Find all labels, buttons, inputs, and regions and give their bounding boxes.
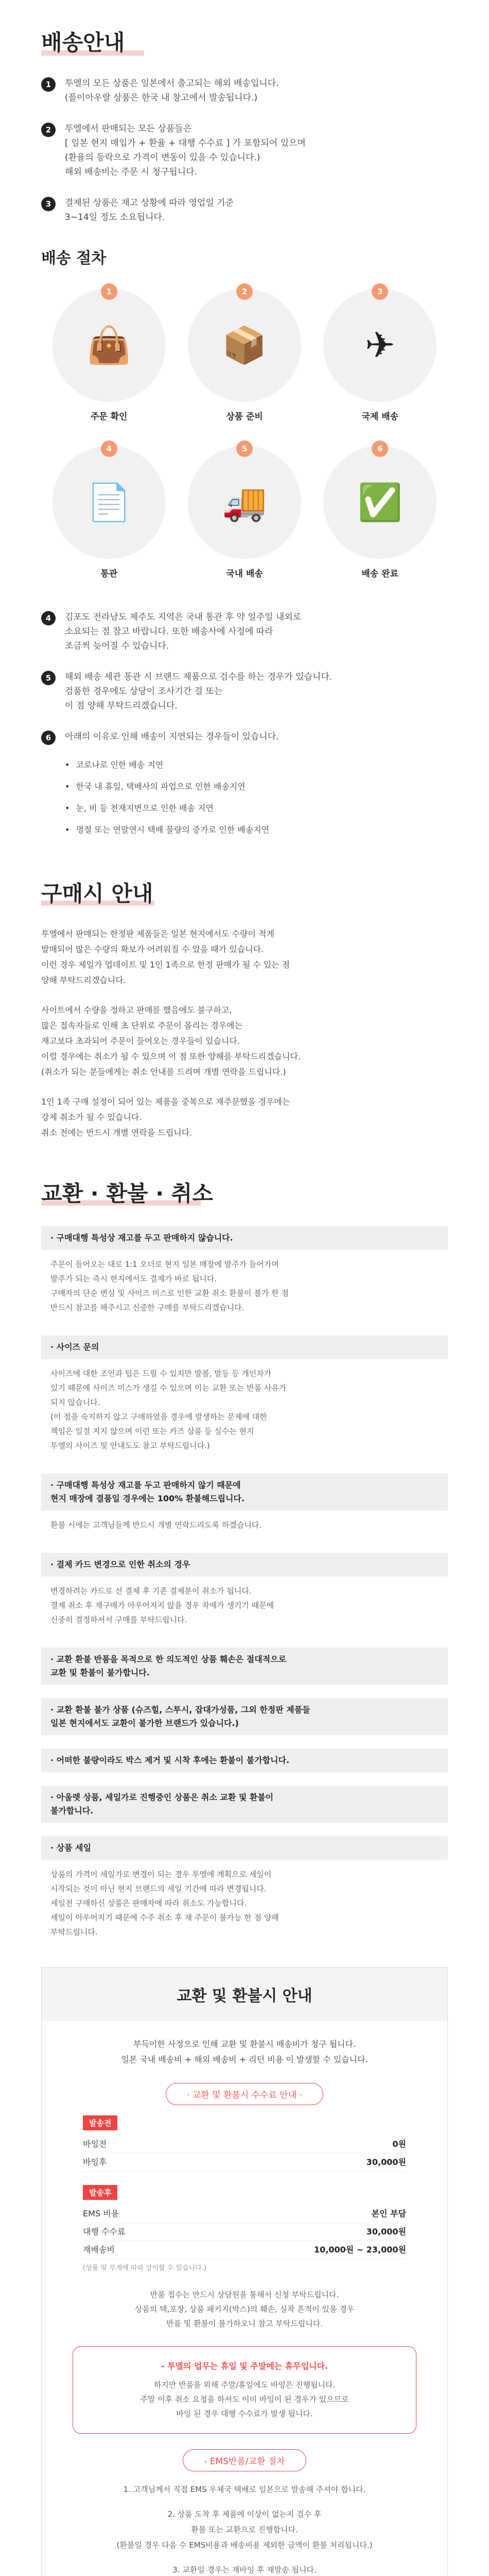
fee-row bbox=[83, 2241, 406, 2259]
delay-reasons bbox=[65, 754, 448, 841]
notice-head-line: · 사이즈 문의 bbox=[50, 1342, 99, 1352]
notice-head-line: · 구매대행 특성상 재고를 두고 판매하지 않기 때문에 bbox=[50, 1480, 241, 1490]
step-number: 2 bbox=[236, 283, 253, 300]
numbered-item bbox=[41, 670, 448, 713]
para-line: 1인 1족 구매 설정이 되어 있는 제품을 중복으로 재주문했을 경우에는 bbox=[41, 1097, 290, 1107]
shipping-title: 배송안내 bbox=[41, 30, 125, 55]
fee-block bbox=[83, 2115, 406, 2172]
step-number: 4 bbox=[101, 440, 117, 457]
exchange-notices bbox=[41, 1226, 448, 1946]
item-line: (환율의 등락으로 가격이 변동이 있을 수 있습니다.) bbox=[65, 152, 260, 163]
notice-line: 환불 시에는 고객님들께 반드시 개별 연락드리도록 하겠습니다. bbox=[50, 1520, 262, 1530]
item-text bbox=[65, 670, 332, 713]
item-line: 해외 배송비는 주문 시 청구됩니다. bbox=[65, 167, 197, 177]
notice-head bbox=[41, 1335, 448, 1359]
fee-note: (상품 및 무게에 따라 상이할 수 있습니다.) bbox=[83, 2264, 206, 2272]
bullet-item: • 눈, 비 등 천재지변으로 인한 배송 지연 bbox=[65, 798, 448, 819]
item-line: 김포도 전라남도 제주도 지역은 국내 통관 후 약 일주일 내외로 bbox=[65, 612, 302, 622]
ems-step bbox=[73, 2562, 416, 2576]
step-circle bbox=[53, 289, 166, 402]
notice-line: 세일이 아우어지기 때문에 수주 취소 후 재 주문이 불가능 한 점 양해 bbox=[50, 1913, 279, 1922]
card-title: 교환 및 환불시 안내 bbox=[42, 1968, 447, 2021]
bag-icon: 👜 bbox=[86, 324, 132, 366]
holiday-warning bbox=[73, 2346, 416, 2434]
notice-head bbox=[41, 1749, 448, 1772]
number-badge: 1 bbox=[41, 77, 56, 92]
para-line: 사이트에서 수량을 정하고 판매를 했음에도 불구하고, bbox=[41, 1005, 232, 1015]
notice-head-line: · 상품 세일 bbox=[50, 1843, 92, 1853]
notice-head bbox=[41, 1473, 448, 1511]
refund-card bbox=[41, 1967, 448, 2576]
notice-head-line: 일본 현지에서도 교환이 불가한 브랜드가 있습니다.) bbox=[50, 1718, 239, 1728]
document-icon: 📄 bbox=[86, 481, 132, 523]
number-badge: 5 bbox=[41, 671, 56, 685]
shipping-list bbox=[41, 76, 448, 225]
fee-value: 30,000원 bbox=[366, 2157, 406, 2167]
notice-item bbox=[41, 1226, 448, 1322]
fee-value: 0원 bbox=[392, 2139, 406, 2149]
notice-line: 부탁드립니다. bbox=[50, 1927, 98, 1937]
notice-head-line: · 교환 환불 불가 상품 (슈즈힐, 스투시, 잡대가성품, 그외 한정판 제품들 bbox=[50, 1705, 310, 1715]
notice-line: 결제 취소 후 재구매가 아우어지지 않을 경우 착예가 생기기 때문에 bbox=[50, 1601, 274, 1610]
item-line: 조금씩 늦어질 수 있습니다. bbox=[65, 641, 169, 651]
step-label: 상품 준비 bbox=[226, 412, 263, 422]
notice-line: 사이즈에 대한 조언과 팁은 드릴 수 있지만 발볼, 발등 등 개인차가 bbox=[50, 1369, 272, 1378]
number-badge: 4 bbox=[41, 611, 56, 625]
purchase-title: 구매시 안내 bbox=[41, 881, 153, 906]
fee-tag: 발송전 bbox=[83, 2115, 117, 2130]
fee-block bbox=[83, 2185, 406, 2272]
ems-line: (환불일 경우 다음 수 EMS비용과 배송비용 제외한 금액이 환불 처리됩니다.) bbox=[116, 2540, 373, 2550]
ems-line: 환불 또는 교환으로 진행합니다. bbox=[191, 2525, 298, 2534]
notice-head bbox=[41, 1226, 448, 1250]
warn-line: 바잉 된 경우 대행 수수료가 발생 됩니다. bbox=[176, 2409, 313, 2418]
fee-label: 바잉전 bbox=[83, 2139, 107, 2149]
numbered-item bbox=[41, 730, 448, 745]
shipping-list-2 bbox=[41, 610, 448, 745]
item-line: 3~14일 정도 소요됩니다. bbox=[65, 212, 165, 223]
step-label: 주문 확인 bbox=[90, 412, 128, 422]
warning-body bbox=[85, 2378, 404, 2421]
para-line: 이럴 경우에는 취소가 될 수 있으며 이 점 또한 양해를 부탁드리겠습니다. bbox=[41, 1052, 301, 1061]
notice-item bbox=[41, 1648, 448, 1685]
fee-label: 바잉후 bbox=[83, 2157, 107, 2167]
exchange-title: 교환 · 환불 · 취소 bbox=[41, 1181, 213, 1206]
fee-value: 30,000원 bbox=[366, 2227, 406, 2236]
para-line: 많은 접속자들로 인해 초 단위로 주문이 몰리는 경우에는 bbox=[41, 1021, 243, 1030]
notice-item bbox=[41, 1698, 448, 1735]
check-box-icon: ✅ bbox=[357, 481, 403, 523]
notice-line: 신중히 결정하셔서 구매를 부탁드립니다. bbox=[50, 1615, 187, 1624]
step-circle bbox=[53, 446, 166, 559]
para-line: 취소 전에는 반드시 개별 연락을 드립니다. bbox=[41, 1128, 193, 1138]
ems-line: 3. 교환일 경우는 재바잉 후 재발송 됩니다. bbox=[172, 2565, 317, 2574]
item-text bbox=[65, 610, 301, 653]
fee-row bbox=[83, 2223, 406, 2241]
notice-head-line: 교환 및 환불이 불가합니다. bbox=[50, 1668, 150, 1677]
fee-label: 대행 수수료 bbox=[83, 2227, 126, 2236]
notice-line: 시작되는 것이 아닌 현지 브랜드의 세일 기간에 따라 변경됩니다. bbox=[50, 1884, 267, 1893]
note-line: 상품의 택,포장, 상품 패키지(박스)의 훼손, 실착 흔적이 있을 경우 bbox=[134, 2304, 355, 2314]
notice-head bbox=[41, 1648, 448, 1685]
box-icon: 📦 bbox=[222, 324, 267, 366]
notice-line: 반드시 참고를 해주시고 신중한 구매를 부탁드리겠습니다. bbox=[50, 1303, 244, 1312]
notice-head-line: · 결제 카드 변경으로 인한 취소의 경우 bbox=[50, 1560, 190, 1569]
notice-head-line: · 구매대행 특성상 재고를 두고 판매하지 않습니다. bbox=[50, 1233, 233, 1243]
truck-icon: 🚚 bbox=[222, 481, 267, 523]
fee-value: 본인 부담 bbox=[371, 2209, 406, 2218]
step-label: 국내 배송 bbox=[226, 569, 263, 579]
process-step bbox=[188, 289, 301, 422]
notice-item bbox=[41, 1786, 448, 1823]
para-line: 이런 경우 제일가 업데이트 및 1인 1족으로 한정 판매가 될 수 있는 점 bbox=[41, 960, 290, 970]
notice-body bbox=[41, 1359, 448, 1460]
step-number: 1 bbox=[101, 283, 117, 300]
notice-head bbox=[41, 1553, 448, 1577]
process-title: 배송 절차 bbox=[41, 249, 107, 267]
notice-line: 상품의 가격이 세일가로 변경이 되는 경우 투엘에 계획으로 세일이 bbox=[50, 1870, 272, 1879]
step-label: 배송 완료 bbox=[361, 569, 399, 579]
notice-head-line: · 교환 환불 반품을 목적으로 한 의도적인 상품 훼손은 절대적으로 bbox=[50, 1654, 287, 1664]
notice-head-line: · 아울렛 상품, 세일가로 진행중인 상품은 취소 교환 및 환불이 bbox=[50, 1792, 274, 1802]
warn-line: 주말 이후 취소 요청을 하셔도 이미 바잉이 된 경우가 있으므로 bbox=[140, 2395, 349, 2404]
step-circle bbox=[323, 289, 436, 402]
fee-row bbox=[83, 2136, 406, 2154]
bullet-item: • 명절 또는 연말연시 택배 물량의 증가로 인한 배송지연 bbox=[65, 819, 448, 841]
notice-line: 변경하려는 카드로 선 결제 후 기존 결제분이 취소가 됩니다. bbox=[50, 1586, 252, 1596]
process-step bbox=[53, 446, 166, 579]
notice-line: 되지 않습니다. bbox=[50, 1398, 100, 1407]
notice-line: 책임은 일절 지지 않으며 이런 또는 카즈 상품 등 실수는 현지 bbox=[50, 1427, 254, 1436]
numbered-item bbox=[41, 76, 448, 105]
notice-body bbox=[41, 1250, 448, 1322]
fee-title: · 교환 및 환불시 수수료 안내 · bbox=[166, 2083, 323, 2105]
number-badge: 6 bbox=[41, 731, 56, 745]
step-circle bbox=[188, 289, 301, 402]
number-badge: 2 bbox=[41, 123, 56, 137]
step-number: 5 bbox=[236, 440, 253, 457]
fee-value: 10,000원 ~ 23,000원 bbox=[314, 2245, 406, 2255]
notice-head bbox=[41, 1836, 448, 1860]
bullet-item: • 한국 내 휴일, 택배사의 파업으로 인한 배송지연 bbox=[65, 776, 448, 798]
item-line: (플이아우랄 상품은 한국 내 창고에서 발송됩니다.) bbox=[65, 93, 258, 103]
notice-body bbox=[41, 1860, 448, 1946]
ems-title: - EMS반품/교환 절차 bbox=[183, 2449, 306, 2471]
fee-row bbox=[83, 2205, 406, 2223]
note-line: 반품 및 환불이 불가하오니 참고 부탁드립니다. bbox=[166, 2319, 323, 2328]
fee-label: 재배송비 bbox=[83, 2245, 115, 2255]
process-steps bbox=[41, 289, 448, 579]
notice-head bbox=[41, 1786, 448, 1823]
notice-line: (이 점을 숙지하지 않고 구매하였을 경우에 발생하는 문제에 대한 bbox=[50, 1412, 267, 1421]
note-line: 반품 접수는 반드시 상담원을 통해서 신청 부탁드립니다. bbox=[150, 2290, 339, 2299]
para-line: 양해 부탁드리겠습니다. bbox=[41, 975, 126, 985]
process-step bbox=[188, 446, 301, 579]
step-label: 통관 bbox=[100, 569, 118, 579]
item-text bbox=[65, 196, 234, 225]
notice-line: 투엘의 사이즈 및 안내도도 참고 부탁드립니다.) bbox=[50, 1441, 210, 1450]
ems-step bbox=[73, 2506, 416, 2553]
bullet-item: • 코로나로 인한 배송 지연 bbox=[65, 754, 448, 776]
notice-item bbox=[41, 1553, 448, 1634]
notice-body bbox=[41, 1577, 448, 1634]
fee-row bbox=[83, 2154, 406, 2172]
ems-line: 1. 고객님께서 직접 EMS 우체국 택배로 일본으로 발송해 주셔야 합니다. bbox=[123, 2485, 366, 2494]
para-line: 투엘에서 판매되는 한정판 제품들은 일본 현지에서도 수량이 적게 bbox=[41, 929, 274, 939]
card-intro bbox=[73, 2037, 416, 2067]
step-circle bbox=[323, 446, 436, 559]
notice-line: 발주가 되는 즉시 현지에서도 결제가 바로 됩니다. bbox=[50, 1274, 217, 1283]
notice-item bbox=[41, 1473, 448, 1539]
item-text bbox=[65, 730, 279, 745]
para-line: 발매되어 많은 수량의 확보가 어려워질 수 있을 때가 있습니다. bbox=[41, 944, 264, 954]
purchase-para-1 bbox=[41, 926, 448, 988]
item-line: 이 점 양해 부탁드리겠습니다. bbox=[65, 701, 178, 711]
notice-body bbox=[41, 1511, 448, 1539]
para-line: 강제 취소가 될 수 있습니다. bbox=[41, 1112, 142, 1122]
numbered-item bbox=[41, 196, 448, 225]
item-line: 소요되는 점 참고 바랍니다. 또한 배송사에 사정에 따라 bbox=[65, 626, 273, 637]
numbered-item bbox=[41, 610, 448, 653]
item-line: 검품한 경우에도 상당이 조사기간 걸 또는 bbox=[65, 686, 223, 697]
item-line: 아래의 이유로 인해 배송이 지연되는 경우들이 있습니다. bbox=[65, 732, 279, 742]
ems-step bbox=[73, 2482, 416, 2497]
purchase-para-3 bbox=[41, 1094, 448, 1141]
intro-line: 부득이한 사정으로 인해 교환 및 환불시 배송비가 청구 됩니다. bbox=[133, 2039, 356, 2049]
notice-item bbox=[41, 1335, 448, 1460]
notice-head-line: 현지 매장에 결품일 경우에는 100% 환불해드립니다. bbox=[50, 1494, 245, 1503]
item-line: 결제된 상품은 재고 상황에 따라 영업일 기준 bbox=[65, 198, 234, 208]
step-number: 6 bbox=[372, 440, 388, 457]
notice-line: 세일전 구매하신 상품은 판매자에 따라 취소도 가능합니다. bbox=[50, 1899, 247, 1908]
item-line: [ 일본 현지 매입가 + 환율 + 대행 수수료 ] 가 포함되어 있으며 bbox=[65, 138, 306, 148]
para-line: 재고보다 초과되어 주문이 들어오는 경우들이 있습니다. bbox=[41, 1036, 240, 1046]
step-label: 국제 배송 bbox=[361, 412, 399, 422]
item-line: 해외 배송 세관 통관 시 브랜드 제품으로 검수를 하는 경우가 있습니다. bbox=[65, 672, 333, 682]
item-text bbox=[65, 122, 306, 179]
ems-steps bbox=[73, 2482, 416, 2576]
step-number: 3 bbox=[372, 283, 388, 300]
notice-head-line: 불가합니다. bbox=[50, 1806, 94, 1816]
warning-title: - 투엘의 업무는 휴일 및 주말에는 휴무입니다. bbox=[161, 2361, 328, 2371]
fee-label: EMS 비용 bbox=[83, 2209, 119, 2218]
item-text bbox=[65, 76, 279, 105]
intro-line: 일본 국내 배송비 + 해외 배송비 + 리턴 비용 이 발생할 수 있습니다. bbox=[121, 2055, 368, 2064]
airplane-icon: ✈ bbox=[364, 324, 395, 366]
notice-item bbox=[41, 1836, 448, 1946]
item-line: 투엘의 모든 상품은 일본에서 출고되는 해외 배송입니다. bbox=[65, 78, 279, 89]
warn-line: 하지만 반품을 위해 주말/휴일에도 바잉은 진행됩니다. bbox=[153, 2380, 336, 2389]
process-step bbox=[53, 289, 166, 422]
process-step bbox=[323, 289, 436, 422]
purchase-para-2 bbox=[41, 1003, 448, 1080]
return-note bbox=[73, 2287, 416, 2331]
notice-head-line: · 어떠한 불량이라도 박스 제거 및 시착 후에는 환불이 불가합니다. bbox=[50, 1755, 290, 1765]
para-line: (취소가 되는 분들에게는 취소 안내를 드리며 개별 연락을 드립니다.) bbox=[41, 1067, 286, 1077]
fee-blocks bbox=[73, 2115, 416, 2272]
notice-item bbox=[41, 1749, 448, 1772]
fee-tag: 발송후 bbox=[83, 2185, 117, 2200]
process-step bbox=[323, 446, 436, 579]
step-circle bbox=[188, 446, 301, 559]
item-line: 투엘에서 판매되는 모든 상품들은 bbox=[65, 124, 192, 134]
notice-line: 주문이 들어오는 대로 1:1 오더로 현지 일본 매장에 발주가 들어가며 bbox=[50, 1260, 279, 1269]
notice-line: 구매자의 단순 변심 및 사이즈 미스로 인한 교환 취소 환불이 불가 한 점 bbox=[50, 1289, 289, 1298]
number-badge: 3 bbox=[41, 197, 56, 211]
numbered-item bbox=[41, 122, 448, 179]
ems-line: 2. 상품 도착 후 제품에 이상이 없는지 검수 후 bbox=[167, 2510, 322, 2519]
notice-head bbox=[41, 1698, 448, 1735]
notice-line: 있기 때문에 사이즈 미스가 생길 수 있으며 이는 교환 또는 반품 사유가 bbox=[50, 1383, 287, 1393]
